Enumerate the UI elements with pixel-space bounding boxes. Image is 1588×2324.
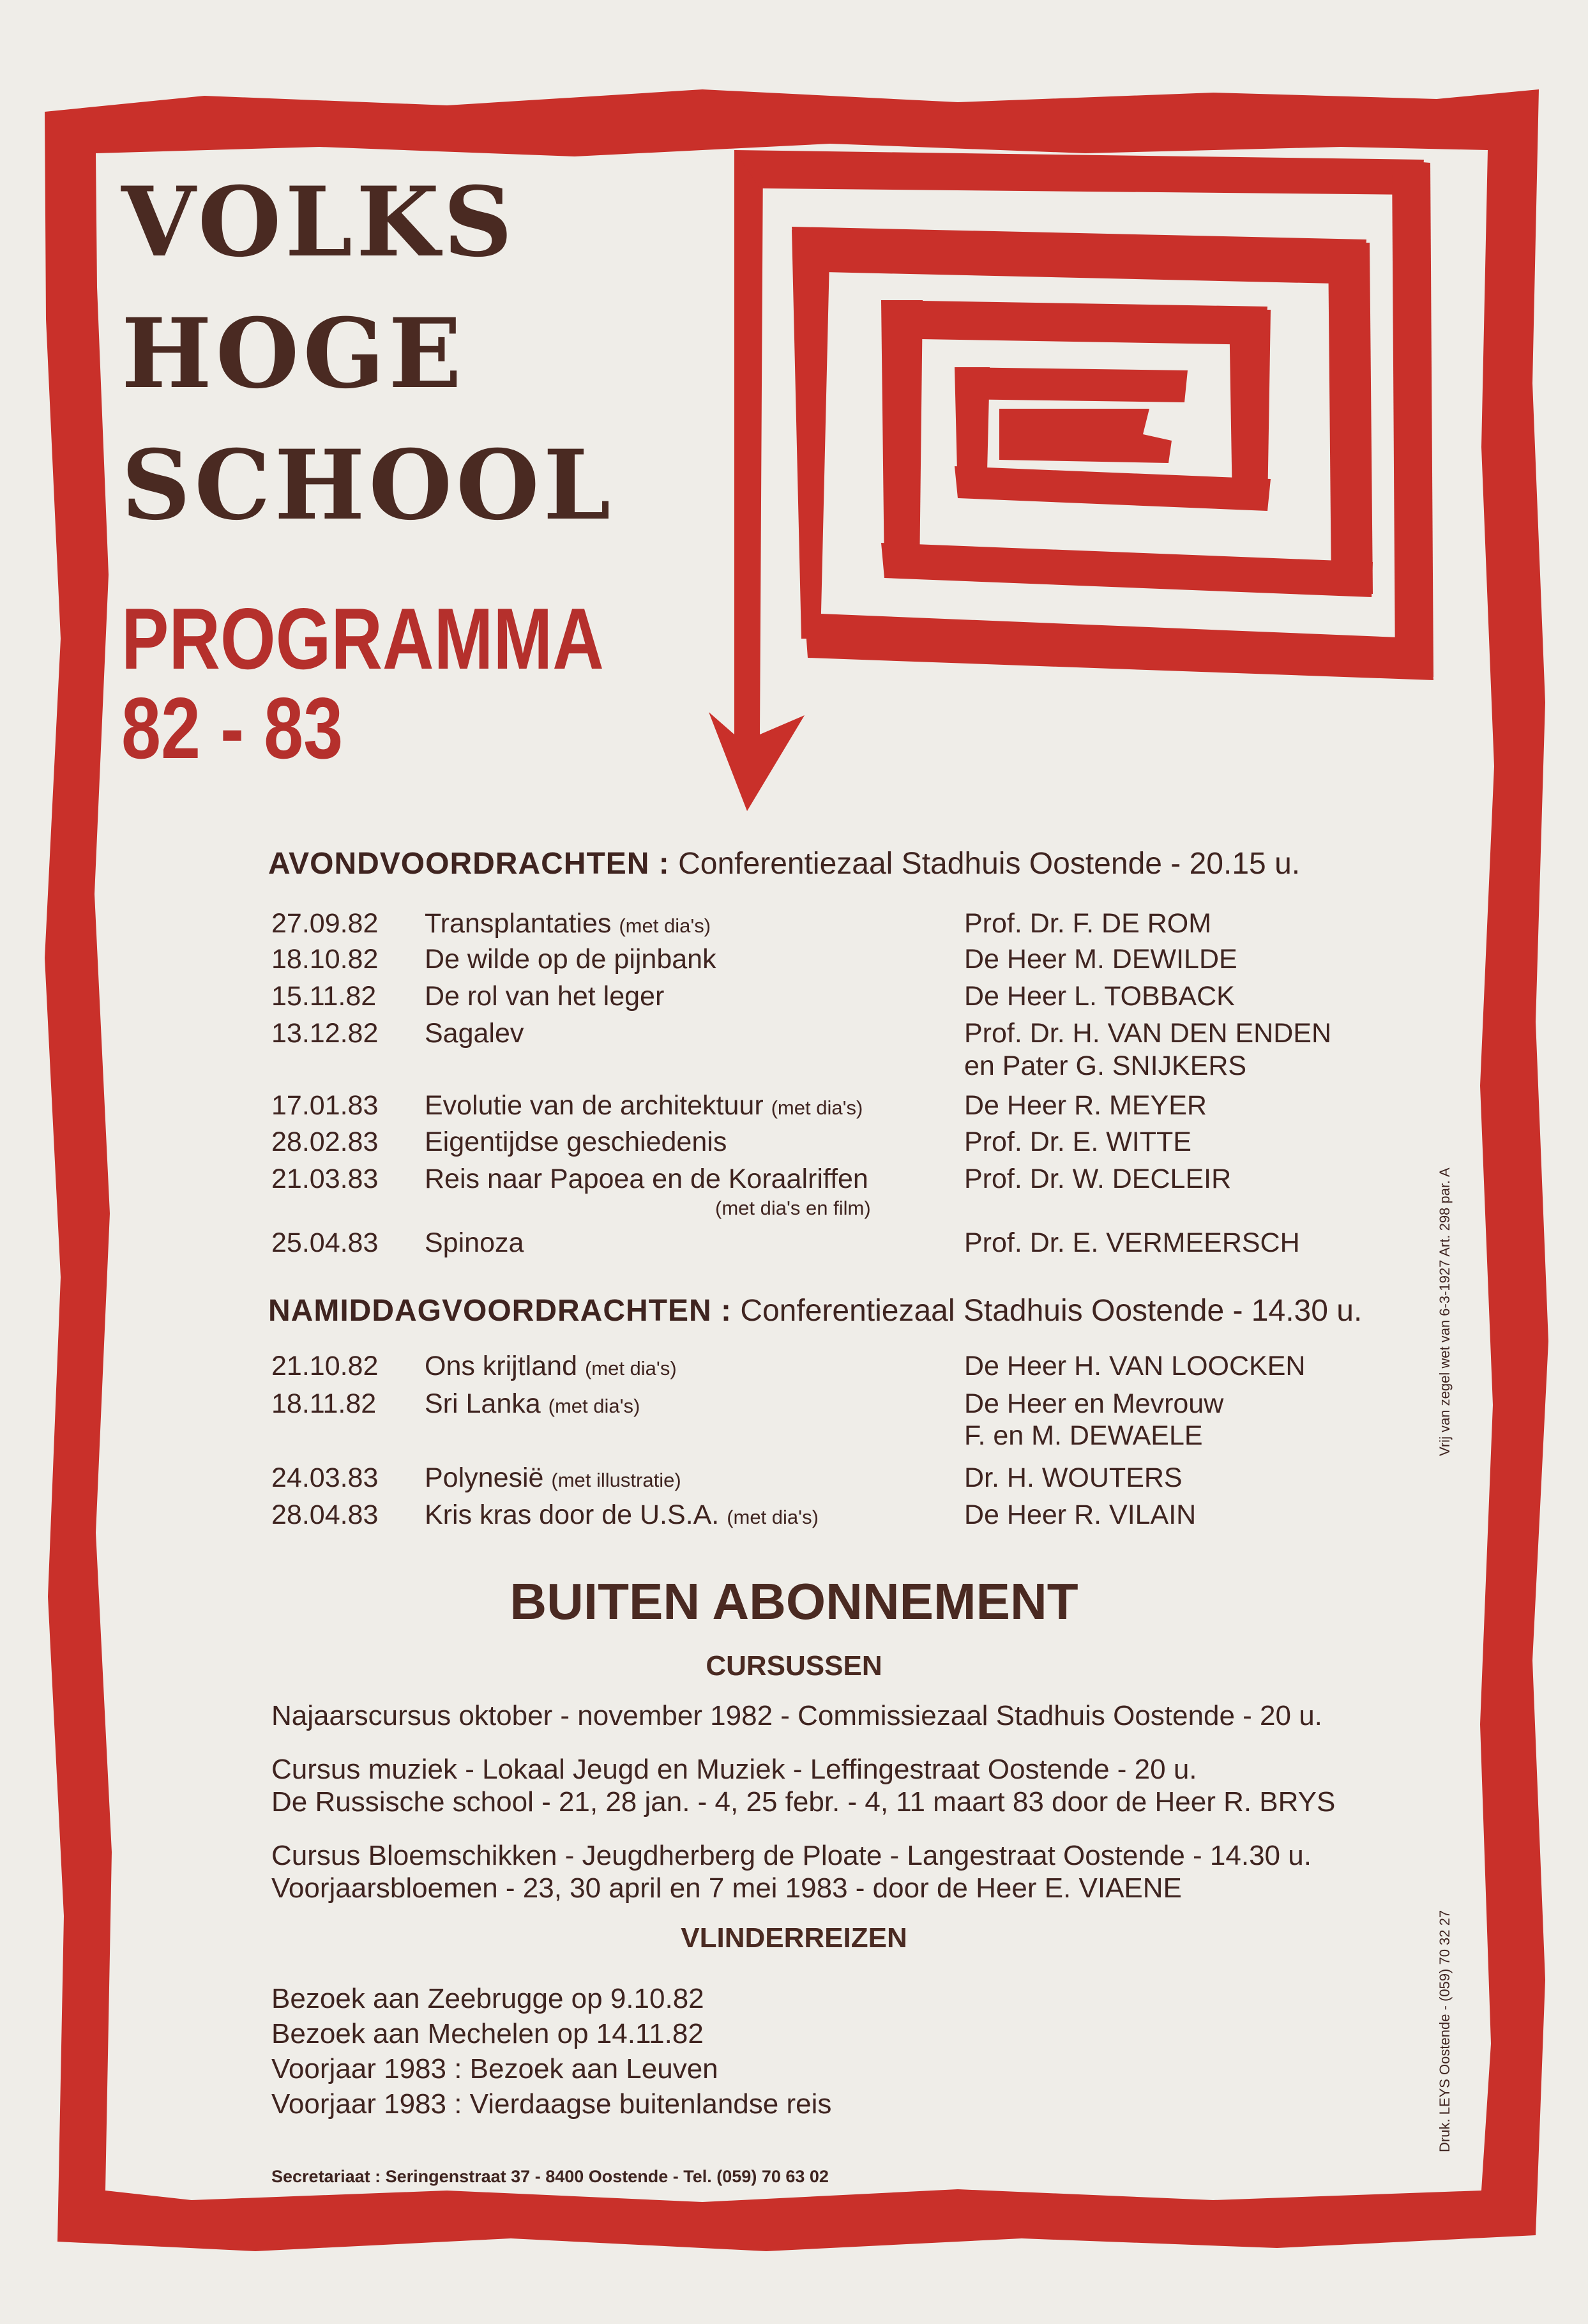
vlinder-line: Bezoek aan Zeebrugge op 9.10.82 (271, 1983, 704, 2014)
row-date: 24.03.83 (271, 1462, 379, 1493)
topic-note: (met dia's en film) (715, 1197, 871, 1219)
row-date: 27.09.82 (271, 908, 379, 939)
avond-heading-line (268, 846, 1300, 881)
row-date: 18.11.82 (271, 1388, 377, 1419)
zegel-note: Vrij van zegel wet van 6-3-1927 Art. 298 par. A (1437, 1167, 1453, 1456)
row-speaker: Prof. Dr. E. VERMEERSCH (964, 1227, 1300, 1258)
buiten-abonnement-heading: BUITEN ABONNEMENT (510, 1573, 1078, 1630)
row-date: 28.02.83 (271, 1127, 379, 1157)
volkshogeschool-title (121, 156, 614, 551)
programma-label: PROGRAMMA (121, 590, 604, 687)
topic-note: (met illustratie) (551, 1469, 681, 1491)
avond-heading: AVONDVOORDRACHTEN : (268, 847, 670, 881)
programma-heading (121, 590, 604, 777)
row-topic (425, 1500, 819, 1531)
row-topic: De rol van het leger (425, 981, 665, 1012)
row-topic: Spinoza (425, 1227, 524, 1258)
topic-note: (met dia's) (548, 1395, 640, 1417)
row-date: 13.12.82 (271, 1018, 379, 1049)
row-topic: Reis naar Papoea en de Koraalriffen (425, 1164, 868, 1194)
namiddag-heading: NAMIDDAGVOORDRACHTEN : (268, 1294, 732, 1328)
cursus-line: Voorjaarsbloemen - 23, 30 april en 7 mei 1983 - door de Heer E. VIAENE (271, 1872, 1182, 1904)
programma-year: 82 - 83 (121, 680, 344, 777)
title-line-3: SCHOOL (121, 429, 615, 542)
row-topic: Eigentijdse geschiedenis (425, 1127, 727, 1157)
avond-location: Conferentiezaal Stadhuis Oostende - 20.15 u. (678, 847, 1301, 881)
row-speaker: Prof. Dr. W. DECLEIR (964, 1164, 1232, 1194)
topic-note: (met dia's) (727, 1506, 819, 1528)
topic-note: (met dia's) (771, 1097, 863, 1119)
row-speaker: De Heer en Mevrouw (964, 1388, 1224, 1419)
row-speaker: Prof. Dr. H. VAN DEN ENDEN (964, 1018, 1332, 1049)
row-date: 25.04.83 (271, 1227, 379, 1258)
row-date: 21.03.83 (271, 1164, 379, 1194)
topic-note: (met dia's) (619, 915, 711, 937)
row-topic (425, 908, 711, 939)
row-speaker: Prof. Dr. F. DE ROM (964, 908, 1212, 939)
row-topic: Sagalev (425, 1018, 524, 1049)
row-speaker: De Heer R. MEYER (964, 1090, 1207, 1121)
row-topic: De wilde op de pijnbank (425, 944, 716, 975)
topic-text: Evolutie van de architektuur (425, 1090, 764, 1121)
cursus-line: De Russische school - 21, 28 jan. - 4, 25 febr. - 4, 11 maart 83 door de Heer R. BRYS (271, 1786, 1336, 1818)
row-topic (425, 1090, 863, 1121)
topic-note: (met dia's) (584, 1357, 677, 1379)
row-speaker: De Heer R. VILAIN (964, 1500, 1197, 1530)
secretariaat-footer: Secretariaat : Seringenstraat 37 - 8400 Oostende - Tel. (059) 70 63 02 (271, 2167, 829, 2186)
row-speaker: De Heer M. DEWILDE (964, 944, 1237, 975)
row-speaker: De Heer H. VAN LOOCKEN (964, 1351, 1306, 1381)
row-speaker-2: F. en M. DEWAELE (964, 1420, 1203, 1451)
title-line-2: HOGE (121, 298, 465, 410)
vlinderreizen-heading: VLINDERREIZEN (681, 1922, 907, 1954)
cursus-line: Cursus muziek - Lokaal Jeugd en Muziek - Leffingestraat Oostende - 20 u. (271, 1754, 1197, 1785)
row-topic (425, 1462, 681, 1494)
row-speaker-2: en Pater G. SNIJKERS (964, 1051, 1247, 1081)
row-topic (425, 1388, 640, 1420)
namiddag-location: Conferentiezaal Stadhuis Oostende - 14.30 u. (740, 1294, 1363, 1328)
cursus-line: Cursus Bloemschikken - Jeugdherberg de Ploate - Langestraat Oostende - 14.30 u. (271, 1840, 1312, 1871)
row-date: 18.10.82 (271, 944, 379, 975)
title-line-1: VOLKS (121, 166, 517, 278)
namiddag-heading-line (268, 1293, 1362, 1328)
topic-text: Sri Lanka (425, 1388, 541, 1419)
row-speaker: Dr. H. WOUTERS (964, 1462, 1183, 1493)
row-date: 15.11.82 (271, 981, 377, 1012)
row-speaker: Prof. Dr. E. WITTE (964, 1127, 1191, 1157)
row-topic (425, 1351, 677, 1382)
topic-text: Polynesië (425, 1462, 544, 1493)
cursussen-heading: CURSUSSEN (706, 1650, 882, 1682)
row-date: 17.01.83 (271, 1090, 379, 1121)
row-date: 28.04.83 (271, 1500, 379, 1530)
row-speaker: De Heer L. TOBBACK (964, 981, 1235, 1012)
topic-text: Ons krijtland (425, 1351, 577, 1381)
row-date: 21.10.82 (271, 1351, 379, 1381)
topic-text: Transplantaties (425, 908, 612, 939)
cursus-line: Najaarscursus oktober - november 1982 - Commissiezaal Stadhuis Oostende - 20 u. (271, 1700, 1322, 1731)
topic-text: Kris kras door de U.S.A. (425, 1500, 720, 1530)
vlinder-line: Bezoek aan Mechelen op 14.11.82 (271, 2018, 704, 2049)
vlinder-line: Voorjaar 1983 : Vierdaagse buitenlandse reis (271, 2088, 832, 2120)
vlinder-line: Voorjaar 1983 : Bezoek aan Leuven (271, 2053, 718, 2085)
drukker-note: Druk. LEYS Oostende - (059) 70 32 27 (1437, 1910, 1453, 2152)
